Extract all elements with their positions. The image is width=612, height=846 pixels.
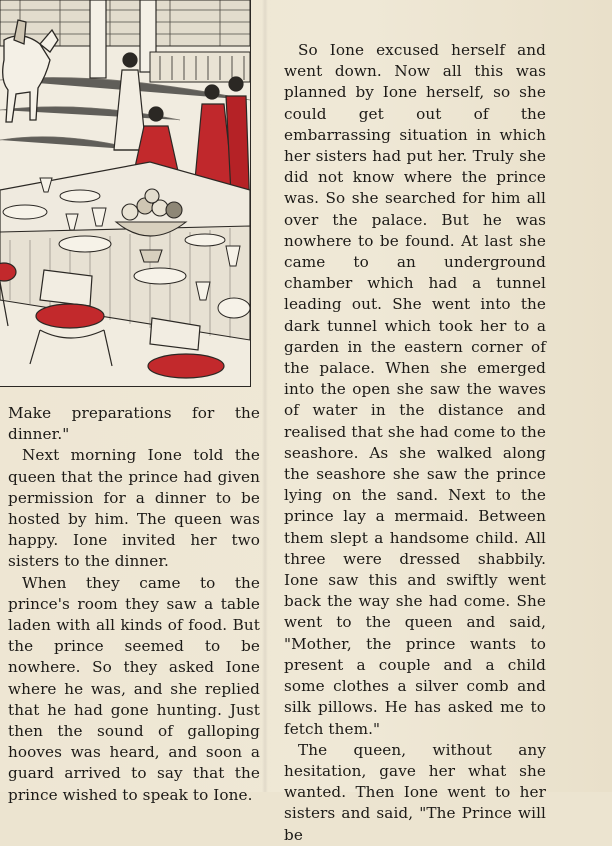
text-column-left <box>8 403 260 806</box>
paragraph: The queen, without any hesitation, gave her what she wanted. Then Ione went to her sisters and said, "The Prince will be <box>284 740 546 844</box>
banquet-scene-drawing <box>0 0 250 386</box>
paragraph: Make preparations for the dinner." <box>8 404 260 444</box>
story-illustration <box>0 0 251 387</box>
paragraph: Next morning Ione told the queen that the prince had given permission for a dinner to be hosted by him. The queen was happy. Ione invited her two sisters to the dinner. <box>8 446 260 571</box>
paragraph: So Ione excused herself and went down. Now all this was planned by Ione herself, so she could get out of the embarrassing situation in which her sisters had put her. Truly she did not know where the prince was. So she searched for him all over the palace. But he was nowhere to be found. At last she came to an underground chamber which had a tunnel leading out. She went into the dark tunnel which took her to a garden in the eastern corner of the palace. When she emerged into the open she saw the waves of water in the distance and realised that she had come to the seashore. As she walked along the seashore she saw the prince lying on the sand. Next to the prince lay a mermaid. Between them slept a handsome child. All three were dressed shabbily. Ione saw this and swiftly went back the way she had come. She went to the queen and said, "Mother, the prince wants to present a couple and a child some clothes a silver comb and silk pillows. He has asked me to fetch them." <box>284 41 546 738</box>
page-gutter-shadow <box>262 0 268 792</box>
text-column-right <box>284 40 546 846</box>
paragraph: When they came to the prince's room they saw a table laden with all kinds of food. But the prince seemed to be nowhere. So they asked Ione where he was, and she replied that he had gone hunting. Just then the sound of galloping hooves was heard, and soon a guard arrived to say that the prince wished to speak to Ione. <box>8 573 260 804</box>
